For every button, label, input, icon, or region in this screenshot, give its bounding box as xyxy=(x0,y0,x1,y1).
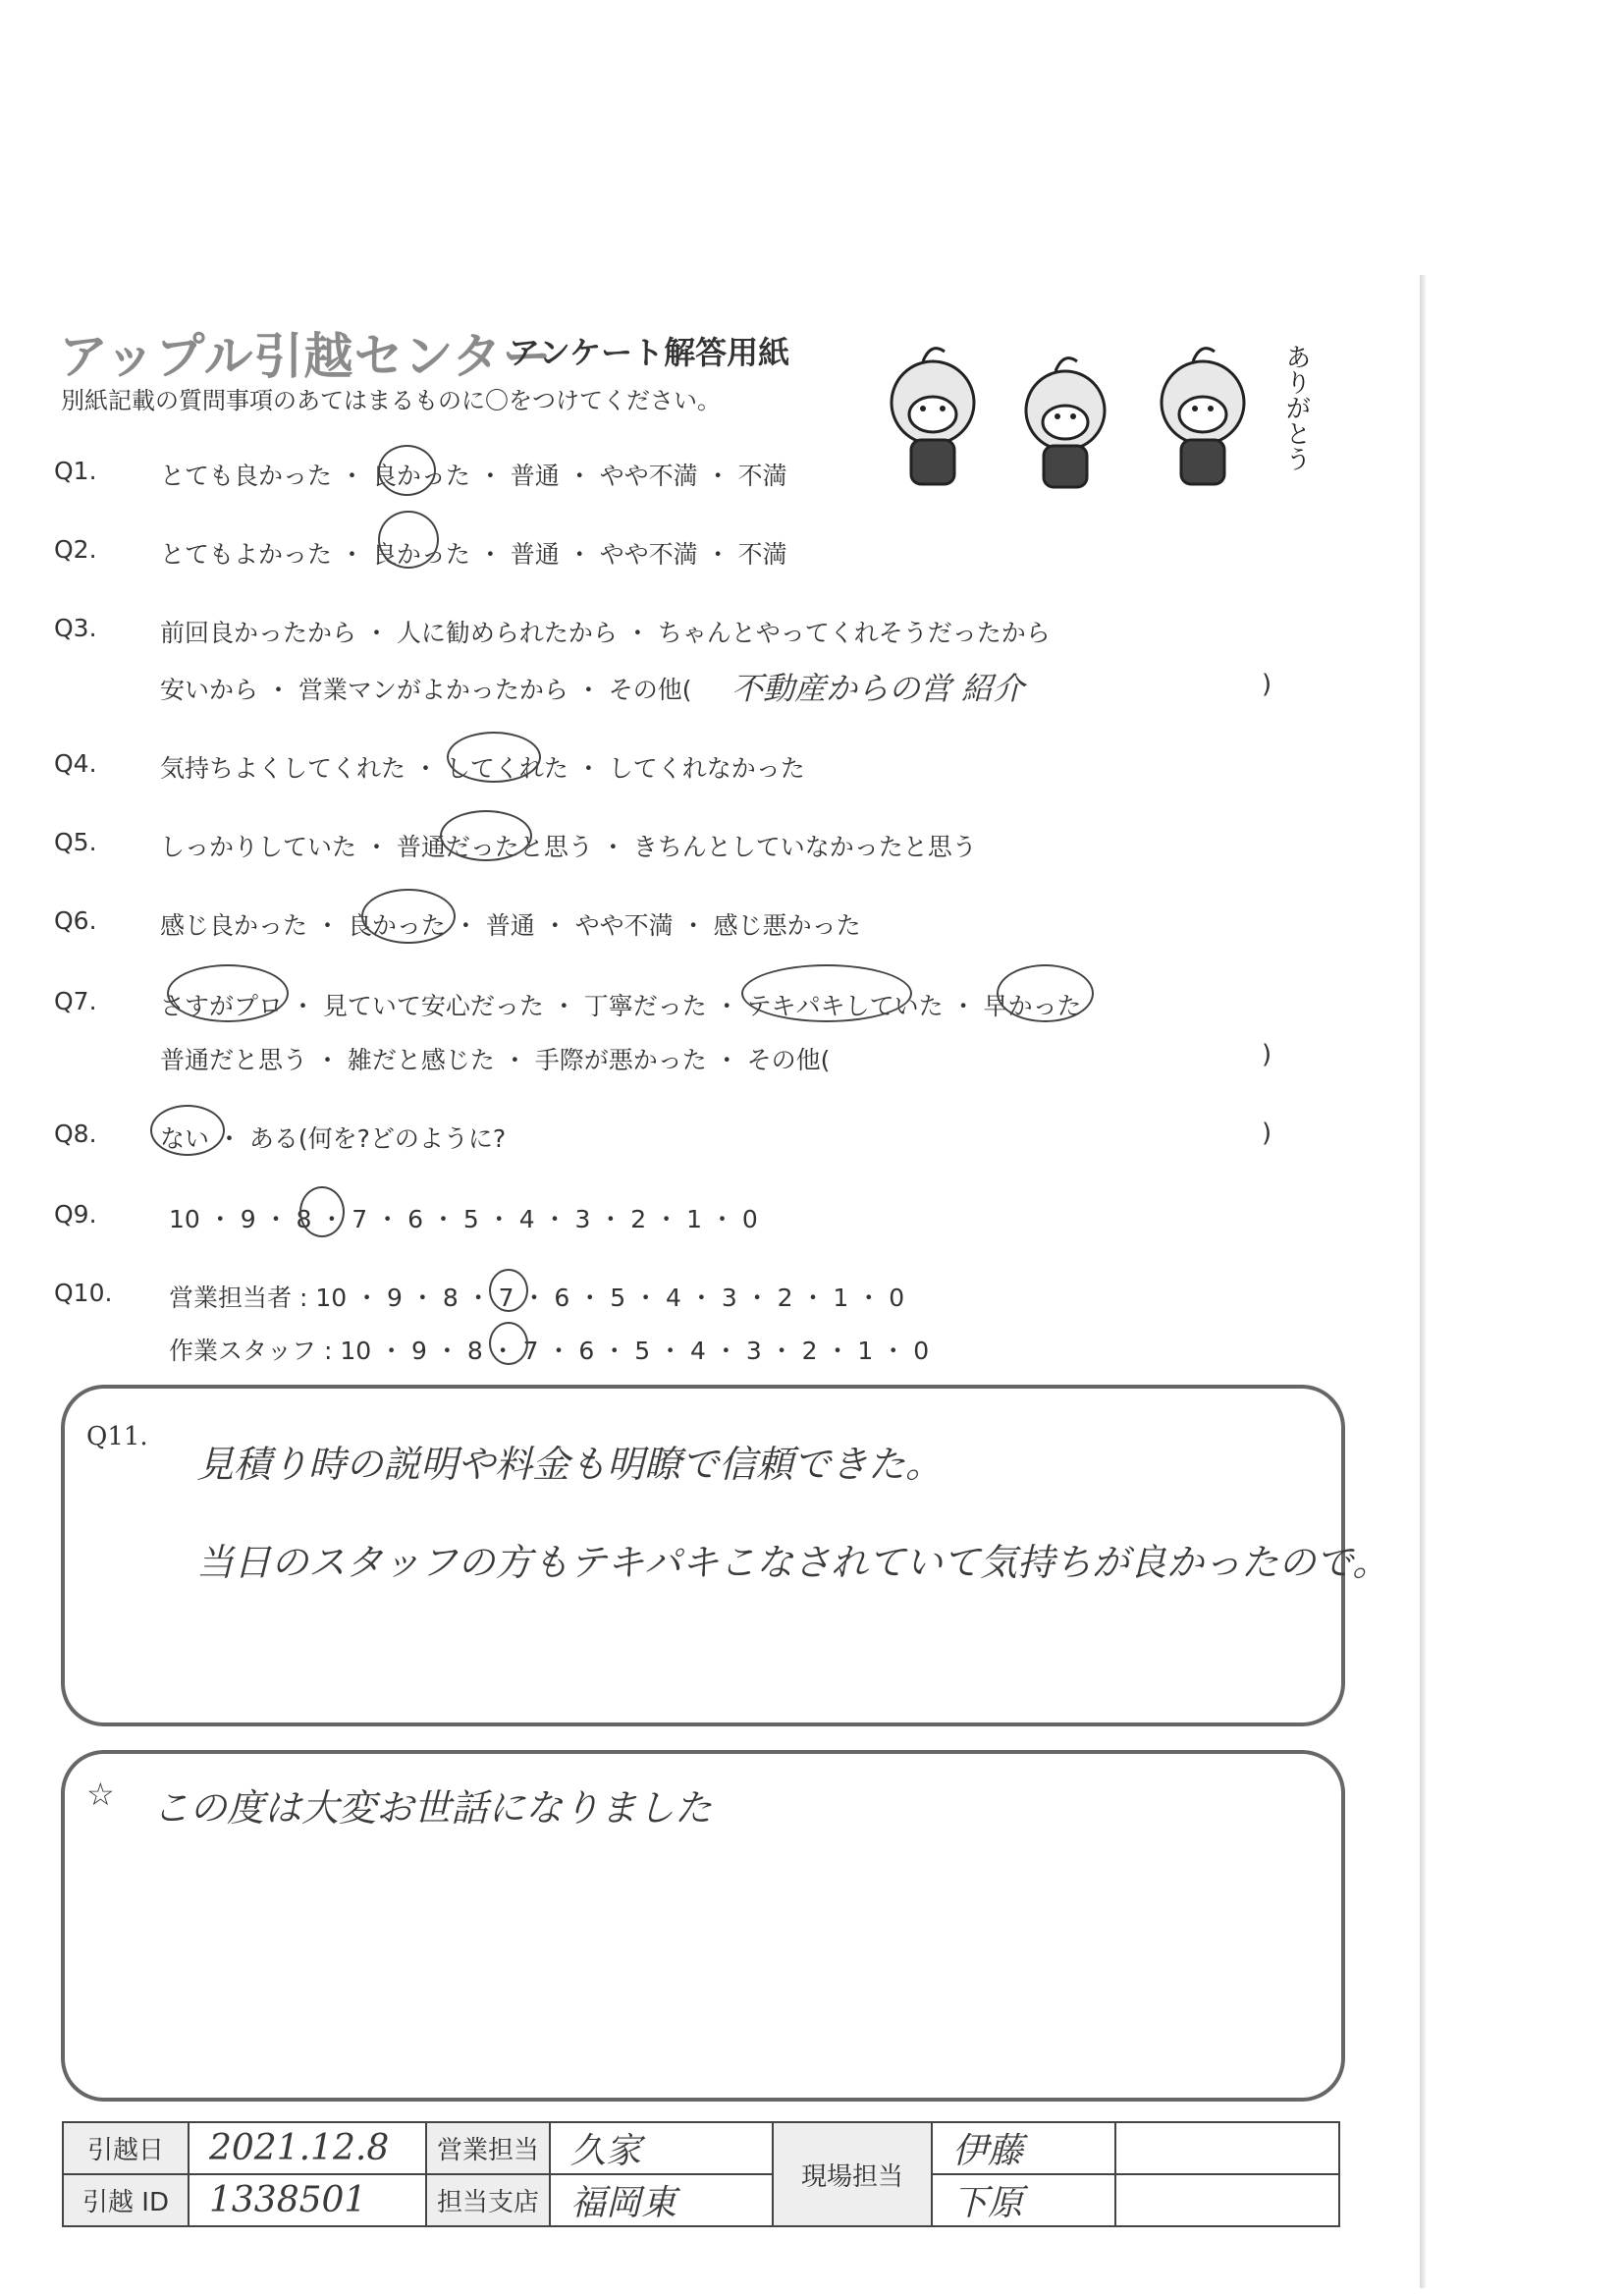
q4-options: 気持ちよくしてくれた ・ してくれた ・ してくれなかった xyxy=(160,754,805,783)
q7-circle-hayakatta xyxy=(997,964,1094,1022)
sales-value: 久家 xyxy=(570,2131,642,2171)
q6-label: Q6. xyxy=(54,906,97,935)
q7-close-paren: ) xyxy=(1262,1040,1272,1069)
q2-options: とてもよかった ・ 良かった ・ 普通 ・ やや不満 ・ 不満 xyxy=(160,540,787,569)
comment-handwritten: この度は大変お世話になりました xyxy=(152,1786,713,1830)
q1-selection-circle xyxy=(378,445,436,496)
sales-label: 営業担当 xyxy=(426,2122,550,2174)
q4-selection-circle xyxy=(447,732,541,783)
q11-handwritten-line2: 当日のスタッフの方もテキパキこなされていて気持ちが良かったので。 xyxy=(196,1541,1390,1584)
instruction-text: 別紙記載の質問事項のあてはまるものに〇をつけてください。 xyxy=(61,387,721,414)
move-date-label: 引越日 xyxy=(63,2122,189,2174)
q7-circle-pro xyxy=(167,964,289,1022)
q2-label: Q2. xyxy=(54,535,97,564)
q3-label: Q3. xyxy=(54,614,97,642)
q9-label: Q9. xyxy=(54,1200,97,1229)
q11-handwritten-line1: 見積り時の説明や料金も明瞭で信頼できた。 xyxy=(196,1443,944,1486)
q4-label: Q4. xyxy=(54,749,97,778)
mascot-text: ありがとう xyxy=(1281,344,1311,471)
q10-label: Q10. xyxy=(54,1279,113,1307)
q10-staff-scale: 作業スタッフ : 10 ・ 9 ・ 8 ・ 7 ・ 6 ・ 5 ・ 4 ・ 3 ・ 2 ・ 1 ・ 0 xyxy=(169,1337,930,1365)
star-icon: ☆ xyxy=(86,1776,115,1813)
q1-label: Q1. xyxy=(54,457,97,485)
branch-value: 福岡東 xyxy=(570,2183,677,2223)
q6-selection-circle xyxy=(361,889,456,944)
q3-close-paren: ) xyxy=(1262,670,1272,699)
q7-options-line1: さすがプロ ・ 見ていて安心だった ・ 丁寧だった ・ テキパキしていた ・ 早かった xyxy=(160,992,1082,1020)
q8-selection-circle xyxy=(150,1105,225,1156)
form-subtitle: アンケート解答用紙 xyxy=(509,334,790,371)
site-value-2: 下原 xyxy=(952,2183,1024,2223)
sheet-edge xyxy=(1420,275,1426,2288)
q9-scale: 10 ・ 9 ・ 8 ・ 7 ・ 6 ・ 5 ・ 4 ・ 3 ・ 2 ・ 1 ・ 0 xyxy=(169,1205,758,1233)
q3-options-line2: 安いから ・ 営業マンがよかったから ・ その他( xyxy=(160,676,692,704)
q10-staff-circle xyxy=(489,1322,528,1365)
q3-options-line1: 前回良かったから ・ 人に勧められたから ・ ちゃんとやってくれそうだったから xyxy=(160,619,1051,647)
q9-selection-circle xyxy=(299,1186,345,1237)
q8-close-paren: ) xyxy=(1262,1119,1272,1148)
q10-sales-circle xyxy=(489,1269,528,1312)
move-date-value: 2021.12.8 xyxy=(209,2128,390,2168)
q8-options: ない ・ ある(何を?どのように? xyxy=(160,1124,507,1153)
q7-circle-tekipaki xyxy=(741,964,912,1022)
company-title: アップル引越センター xyxy=(59,328,553,385)
branch-label: 担当支店 xyxy=(426,2174,550,2226)
q8-label: Q8. xyxy=(54,1120,97,1148)
site-value-1: 伊藤 xyxy=(952,2131,1024,2171)
move-id-value: 1338501 xyxy=(209,2180,367,2220)
q10-sales-scale: 営業担当者 : 10 ・ 9 ・ 8 ・ 7 ・ 6 ・ 5 ・ 4 ・ 3 ・ 2 ・ 1 ・ 0 xyxy=(169,1284,905,1312)
q5-label: Q5. xyxy=(54,828,97,856)
q3-handwritten-other: 不動産からの営 紹介 xyxy=(731,670,1025,707)
q5-options: しっかりしていた ・ 普通だったと思う ・ きちんとしていなかったと思う xyxy=(160,833,977,861)
move-id-label: 引越 ID xyxy=(63,2174,189,2226)
q6-options: 感じ良かった ・ 良かった ・ 普通 ・ やや不満 ・ 感じ悪かった xyxy=(160,911,861,940)
q11-label: Q11. xyxy=(86,1422,148,1451)
q7-options-line2: 普通だと思う ・ 雑だと感じた ・ 手際が悪かった ・ その他( xyxy=(160,1046,831,1074)
q1-options: とても良かった ・ 良かった ・ 普通 ・ やや不満 ・ 不満 xyxy=(160,462,787,490)
q5-selection-circle xyxy=(440,810,532,861)
mascot-illustration xyxy=(864,324,1325,501)
site-label: 現場担当 xyxy=(773,2122,932,2226)
q2-selection-circle xyxy=(378,511,439,569)
footer-info-table xyxy=(62,2121,1340,2227)
q7-label: Q7. xyxy=(54,987,97,1015)
